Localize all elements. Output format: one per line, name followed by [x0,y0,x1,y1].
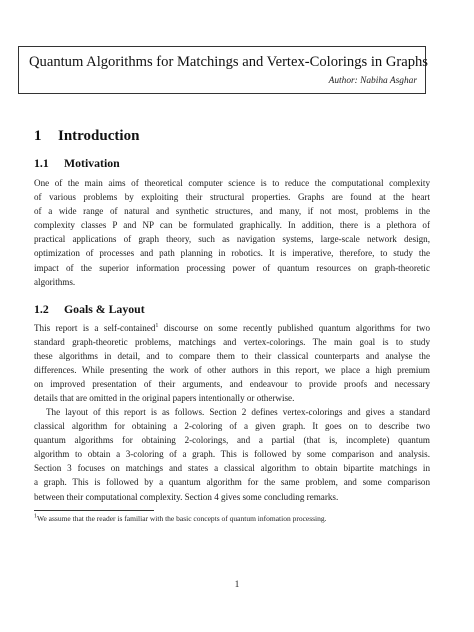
footnote [34,514,430,524]
paper-title: Quantum Algorithms for Matchings and Vertex-Colorings in Graphs [29,54,428,70]
subsection-number: 1.1 [34,156,49,170]
subsection-heading-motivation [34,156,120,170]
text-run: discourse on some recently published quantum algorithms for two [158,323,430,333]
text-line: complexity classes P and NP can be formulated graphically. In addition, there is a plethora of [34,220,430,231]
text-line: details that are omitted in the original papers intentionally or otherwise. [34,393,295,404]
subsection-title: Motivation [64,156,120,170]
author-line: Author: Nabiha Asghar [328,76,417,86]
motivation-paragraph [34,176,430,289]
text-line: on improved presentation of their arguments, and endeavour to provide proofs and necessary [34,379,430,390]
title-box [18,46,426,94]
footnote-marker: 1 [155,322,159,329]
footnote-text: We assume that the reader is familiar with the basic concepts of quantum infomation processing. [37,514,327,523]
text-line: standard graph-theoretic problems, matchings and vertex-colorings. The main goal is to study [34,337,430,348]
text-line: of a wide range of natural and synthetic structures, and many, if not most, problems in the [34,206,430,217]
text-line: algorithms. [34,276,76,287]
text-line: impact of the superior information processing power of quantum resources on graph-theoretic [34,262,430,273]
section-heading-introduction [34,127,139,145]
text-line: classical algorithm for obtaining a 2-coloring of a given graph. It goes on to describe two [34,421,430,432]
text-line [34,321,430,335]
text-line: practical applications of graph theory, such as navigation systems, large-scale network design, [34,234,430,245]
section-number: 1 [34,128,42,144]
text-line: a graph. This is followed by a quantum algorithm for the same problem, and some comparison [34,477,430,488]
text-line: One of the main aims of theoretical computer science is to reduce the computational complexity [34,178,430,188]
text-line: Section 3 focuses on matchings and states a classical algorithm to obtain bipartite matchings in [34,463,430,474]
text-line: algorithm to obtain a 3-coloring of a graph. This is followed by some comparison and analysis. [34,449,430,460]
text-line: differences. While presenting the work of other authors in this report, we place a high premium [34,365,430,376]
text-run: This report is a self-contained [34,323,156,333]
section-title: Introduction [58,128,140,144]
text-line: of various problems by exploiting their structural properties. Graphs are found at the heart [34,192,430,203]
goals-paragraph [34,321,430,406]
layout-paragraph [34,405,430,504]
text-line: The layout of this report is as follows. Section 2 defines vertex-colorings and gives a standard [46,407,430,417]
text-line: optimization of processes and path planning in robotics. It is imperative, therefore, to study the [34,248,430,259]
text-line: between their computational complexity. Section 4 gives some concluding remarks. [34,491,339,502]
footnote-mark: 1 [34,513,37,520]
subsection-number: 1.2 [34,302,49,316]
text-line: these algorithms in detail, and to compare them to their classical counterparts and analyse the [34,351,430,362]
page-number: 1 [234,580,240,590]
footnote-rule [34,510,154,511]
text-line: quantum algorithms for obtaining 2-colorings, and a partial (that is, incomplete) quantum [34,435,430,446]
subsection-heading-goals-layout [34,302,145,316]
subsection-title: Goals & Layout [64,302,145,316]
